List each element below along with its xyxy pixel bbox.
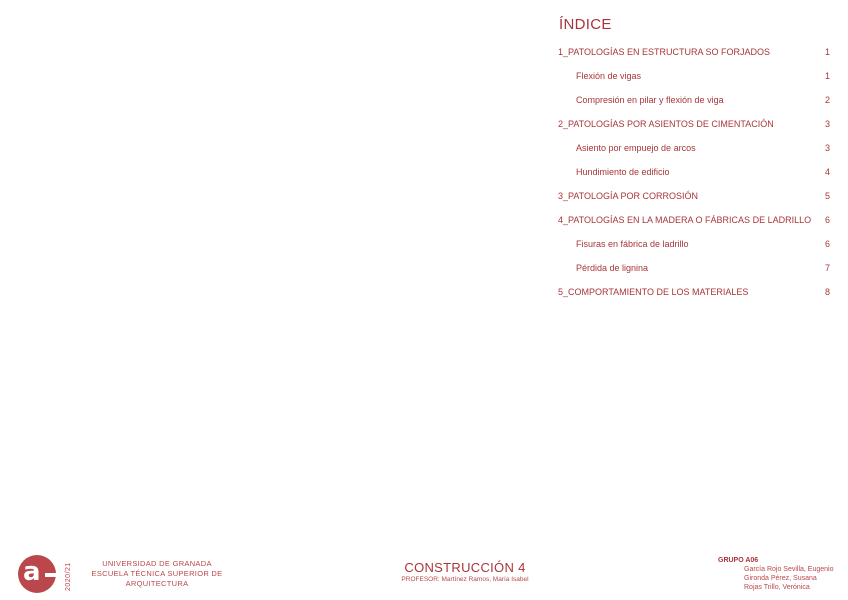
university-line: UNIVERSIDAD DE GRANADA [102, 559, 212, 568]
group-members [744, 565, 843, 592]
table-of-contents [558, 16, 832, 304]
toc-list [558, 40, 832, 304]
toc-entry-label: Compresión en pilar y flexión de viga [576, 95, 724, 105]
toc-entry-page: 3 [824, 143, 830, 153]
toc-entry-page: 6 [824, 239, 830, 249]
university-name [82, 559, 232, 589]
toc-entry-label: Hundimiento de edificio [576, 167, 670, 177]
toc-entry [558, 184, 832, 208]
toc-entry-label: 3_PATOLOGÍA POR CORROSIÓN [558, 191, 699, 201]
toc-entry-page: 2 [824, 95, 830, 105]
toc-entry-page: 8 [824, 287, 830, 297]
toc-entry-page: 4 [824, 167, 830, 177]
school-line: ESCUELA TÉCNICA SUPERIOR DE [91, 569, 223, 578]
toc-entry [558, 64, 832, 88]
toc-title: ÍNDICE [559, 16, 612, 33]
academic-year: 2020/21 [65, 562, 72, 591]
toc-entry-label: Pérdida de lignina [576, 263, 649, 273]
school-logo [18, 555, 56, 593]
professor-name: PROFESOR: Martínez Ramos, María Isabel [401, 576, 529, 583]
group-block [718, 556, 843, 592]
toc-entry-page: 1 [824, 47, 830, 57]
member-name: García Rojo Sevilla, Eugenio [744, 566, 834, 573]
toc-entry-label: Flexión de vigas [576, 71, 642, 81]
toc-entry [558, 112, 832, 136]
toc-entry-label: 2_PATOLOGÍAS POR ASIENTOS DE CIMENTACIÓN [558, 119, 774, 129]
toc-entry [558, 88, 832, 112]
member-name: Rojas Trillo, Verónica [744, 584, 810, 591]
toc-entry-page: 6 [824, 215, 830, 225]
course-title: CONSTRUCCIÓN 4 [404, 560, 526, 575]
toc-entry [558, 208, 832, 232]
toc-entry [558, 136, 832, 160]
toc-entry [558, 256, 832, 280]
toc-entry [558, 160, 832, 184]
logo-dash-icon [45, 573, 56, 577]
toc-entry [558, 280, 832, 304]
group-label: GRUPO A06 [718, 557, 759, 564]
toc-entry-label: Asiento por empuejo de arcos [576, 143, 696, 153]
toc-entry-page: 3 [824, 119, 830, 129]
school-line-2: ARQUITECTURA [125, 579, 189, 588]
logo-letter: a [23, 557, 41, 587]
toc-entry [558, 40, 832, 64]
toc-entry-label: 1_PATOLOGÍAS EN ESTRUCTURA SO FORJADOS [558, 47, 771, 57]
toc-entry [558, 232, 832, 256]
toc-entry-label: Fisuras en fábrica de ladrillo [576, 239, 689, 249]
course-block [380, 560, 550, 584]
toc-entry-label: 5_COMPORTAMIENTO DE LOS MATERIALES [558, 287, 749, 297]
toc-entry-page: 7 [824, 263, 830, 273]
toc-entry-label: 4_PATOLOGÍAS EN LA MADERA O FÁBRICAS DE LADRILLO [558, 215, 812, 225]
toc-entry-page: 5 [824, 191, 830, 201]
member-name: Gironda Pérez, Susana [744, 575, 817, 582]
toc-entry-page: 1 [824, 71, 830, 81]
